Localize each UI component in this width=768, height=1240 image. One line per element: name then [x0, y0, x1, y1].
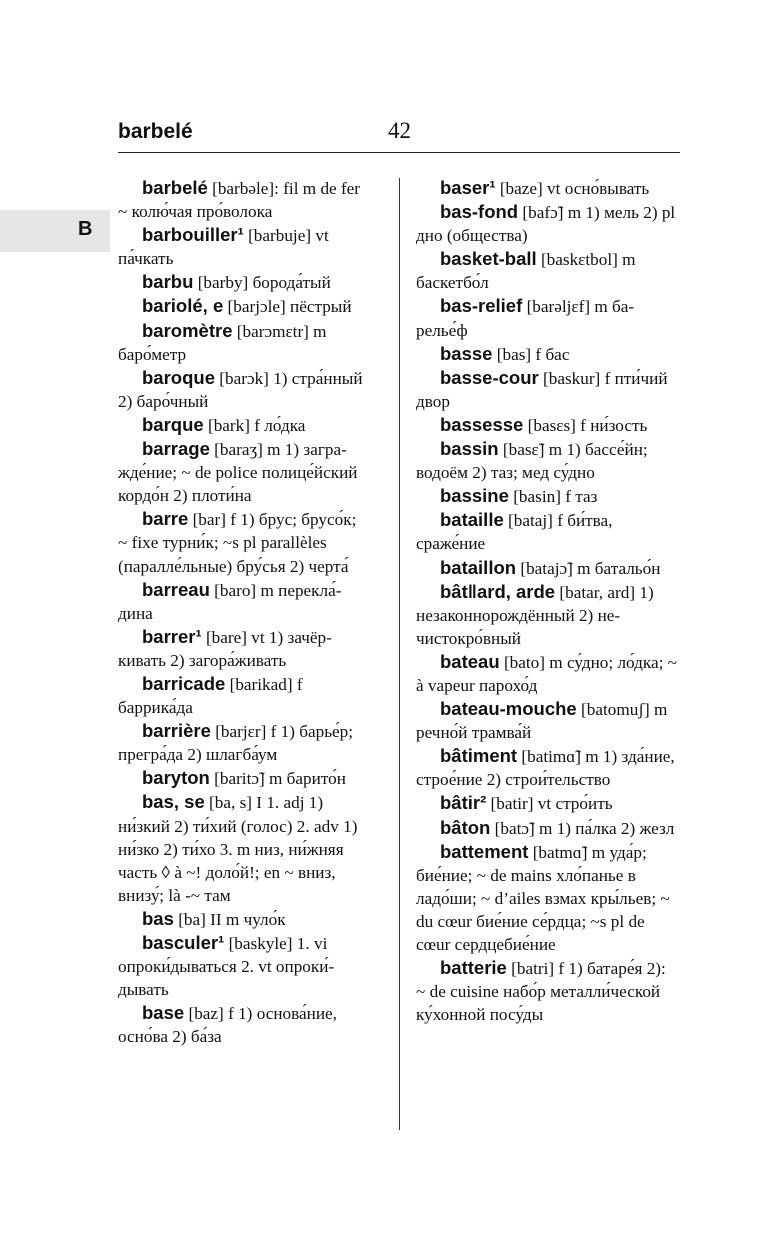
entry-headword: bas-fond [440, 201, 519, 223]
dictionary-entry [118, 578, 364, 625]
dictionary-entry [416, 247, 678, 294]
entry-definition: [bark] f ло́дка [203, 415, 306, 435]
entry-definition: [baro] m перекла́дина [118, 580, 342, 623]
dictionary-entry [416, 840, 678, 956]
section-letter: B [78, 218, 93, 240]
dictionary-entry [118, 507, 364, 577]
entry-headword: basse-cour [440, 366, 539, 388]
dictionary-entry [416, 580, 678, 650]
entry-headword: baromètre [142, 319, 233, 341]
entry-definition: [barikad] f баррика́да [118, 674, 303, 718]
entry-definition: [bare] vt 1) зачёркивать 2) загора́живать [118, 627, 332, 670]
dictionary-entry [118, 719, 364, 766]
dictionary-entry [416, 791, 678, 815]
dictionary-entry [118, 672, 364, 719]
entry-headword: barricade [142, 672, 226, 694]
dictionary-entry [416, 484, 678, 508]
entry-headword: bateau-mouche [440, 698, 577, 720]
dictionary-entry [416, 744, 678, 791]
entry-definition: [batomuʃ] m речно́й трамва́й [416, 700, 668, 743]
entry-definition: [batimɑ̃] m 1) зда́ние, строе́ние 2) строи́тельство [416, 747, 675, 790]
section-tab [0, 210, 110, 252]
dictionary-entry [416, 508, 678, 555]
entry-definition: [batajɔ̃] m батальо́н [516, 558, 661, 578]
entry-definition: [barjɛr] f 1) барье́р; прегра́да 2) шлагба́ум [118, 722, 354, 765]
entry-definition: [barɔmɛtr] m баро́метр [118, 321, 327, 364]
entry-headword: basse [440, 342, 493, 364]
dictionary-entry [416, 366, 678, 413]
column-left [118, 176, 364, 1048]
entry-definition: [barjɔle] пёстрый [223, 297, 352, 317]
dictionary-entry [118, 766, 364, 790]
entry-definition: [bataj] f би́тва, сраже́ние [416, 511, 613, 554]
entry-definition: [basɛ̃] m 1) бассе́йн; водоём 2) таз; мед су́дно [416, 440, 648, 483]
dictionary-entry [118, 223, 364, 270]
entry-headword: barrière [142, 720, 211, 742]
running-headword: barbelé [118, 120, 193, 143]
entry-definition: [batar, ard] 1) незаконнорождённый 2) нечистокро́вный [416, 582, 654, 648]
entry-definition: [ba, s] I 1. adj 1) ни́зкий 2) ти́хий (голос) 2. adv 1) ни́зко 2) ти́хо 3. m низ, ни́жняя часть ◊ à ~! доло́й!; en ~ вниз, внизу́; là -~ там [118, 793, 358, 905]
dictionary-entry [118, 294, 364, 318]
dictionary-entry [416, 816, 678, 840]
entry-definition: [basɛs] f ни́зость [523, 415, 648, 435]
entry-headword: bassesse [440, 413, 524, 435]
entry-definition: [bafɔ̃] m 1) мель 2) pl дно (общества) [416, 203, 676, 246]
entry-definition: [baskɛtbol] m баскетбо́л [416, 250, 636, 293]
dictionary-entry [118, 931, 364, 1001]
entry-definition: [ba] II m чуло́к [173, 909, 286, 929]
entry-headword: baryton [142, 767, 210, 789]
entry-headword: bataille [440, 509, 504, 531]
entry-definition: [baze] vt осно́вывать [495, 179, 650, 198]
entry-definition: [basin] f таз [508, 487, 598, 507]
entry-definition: [batri] f 1) батаре́я 2): ~ de cuisine набо́р металли́ческой ку́хонной посу́ды [416, 959, 666, 1025]
dictionary-entry [416, 956, 678, 1026]
entry-definition: [baskur] f пти́чий двор [416, 368, 668, 411]
entry-headword: bataillon [440, 556, 517, 578]
dictionary-entry [416, 650, 678, 697]
dictionary-entry [118, 790, 364, 906]
dictionary-entry [118, 625, 364, 672]
entry-headword: barbu [142, 271, 194, 293]
entry-definition: [batɔ̃] m 1) па́лка 2) жезл [490, 818, 675, 838]
entry-headword: baroque [142, 366, 215, 388]
entry-definition: [baritɔ̃] m барито́н [209, 769, 346, 789]
dictionary-entry [118, 366, 364, 413]
dictionary-entry [118, 319, 364, 366]
column-right [416, 176, 678, 1026]
entry-headword: bateau [440, 650, 500, 672]
entry-headword: barque [142, 413, 204, 435]
entry-headword: barbelé [142, 177, 208, 198]
entry-headword: bâtir² [440, 792, 487, 814]
entry-headword: barreau [142, 578, 210, 600]
entry-definition: [baz] f 1) основа́ние, осно́ва 2) ба́за [118, 1004, 337, 1047]
entry-headword: barrer¹ [142, 625, 202, 647]
entry-definition: [barbuje] vt па́чкать [118, 226, 329, 269]
page-header [118, 118, 680, 153]
entry-headword: bâton [440, 816, 491, 838]
dictionary-entry [416, 556, 678, 580]
entry-headword: base [142, 1002, 185, 1024]
dictionary-entry [118, 270, 364, 294]
dictionary-entry [118, 437, 364, 507]
entry-headword: bassine [440, 485, 509, 507]
entry-headword: battement [440, 840, 529, 862]
entry-definition: [barɔk] 1) стра́нный 2) баро́чный [118, 368, 363, 411]
dictionary-entry [118, 176, 364, 223]
entry-definition: [bas] f бас [492, 344, 570, 364]
column-divider [399, 178, 400, 1130]
entry-definition: [bato] m су́дно; ло́дка; ~ à vapeur парохо́д [416, 652, 677, 695]
entry-headword: bât‖ard, arde [440, 580, 556, 602]
dictionary-entry [416, 342, 678, 366]
entry-headword: barrage [142, 438, 210, 460]
entry-definition: [batir] vt стро́ить [486, 794, 613, 814]
dictionary-entry [416, 437, 678, 484]
entry-definition: [baskyle] 1. vi опроки́дываться 2. vt опроки́дывать [118, 934, 335, 1000]
dictionary-entry [118, 907, 364, 931]
dictionary-entry [416, 294, 678, 341]
dictionary-entry [118, 1001, 364, 1048]
entry-headword: barbouiller¹ [142, 224, 244, 246]
entry-definition: [barby] борода́тый [193, 273, 331, 293]
entry-headword: bassin [440, 438, 499, 460]
page-number: 42 [388, 118, 411, 143]
entry-headword: basket-ball [440, 248, 537, 270]
entry-headword: bas-relief [440, 295, 523, 317]
dictionary-entry [416, 413, 678, 437]
entry-headword: barre [142, 508, 189, 530]
entry-definition: [batmɑ̃] m уда́р; бие́ние; ~ de mains хло́панье в ладо́ши; ~ d’ailes взмах кры́льев; ~ du cœur бие́ние се́рдца; ~s pl de cœur сердцебие́ние [416, 842, 670, 954]
entry-headword: basculer¹ [142, 932, 225, 953]
entry-headword: bas, se [142, 791, 205, 813]
entry-headword: batterie [440, 957, 507, 979]
entry-headword: bariolé, e [142, 295, 224, 317]
entry-definition: [bar] f 1) брус; брусо́к; ~ fixe турни́к; ~s pl parallèles (паралле́льные) бру́сья 2) черта́ [118, 510, 357, 576]
dictionary-entry [416, 697, 678, 744]
dictionary-entry [416, 176, 678, 200]
entry-definition: [baraʒ] m 1) загражде́ние; ~ de police полице́йский кордо́н 2) плоти́на [118, 440, 358, 506]
entry-headword: baser¹ [440, 177, 496, 198]
entry-headword: bâtiment [440, 745, 518, 767]
entry-definition: [barəljɛf] m барелье́ф [416, 297, 635, 340]
entry-headword: bas [142, 907, 174, 929]
dictionary-entry [118, 413, 364, 437]
dictionary-entry [416, 200, 678, 247]
entry-definition: [barbəle]: fil m de fer ~ колю́чая про́волока [118, 179, 361, 222]
